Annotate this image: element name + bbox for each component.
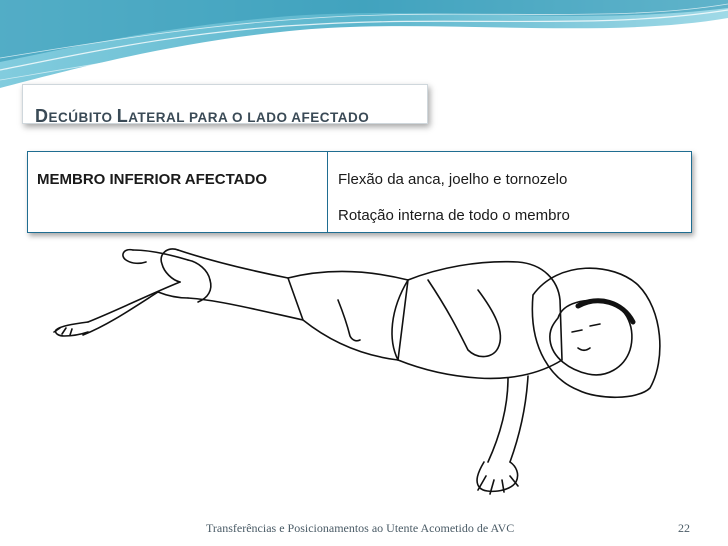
slide-title: DECÚBITO LATERAL PARA O LADO AFECTADO: [35, 106, 370, 126]
table-cell-limb: [28, 152, 328, 232]
limb-label: MEMBRO INFERIOR AFECTADO: [37, 171, 267, 188]
description-line-2: Rotação interna de todo o membro: [338, 207, 570, 224]
footer-text: Transferências e Posicionamentos ao Utente Acometido de AVC: [206, 521, 515, 535]
header-wave-banner: [0, 0, 728, 95]
description-line-1: Flexão da anca, joelho e tornozelo: [338, 171, 568, 188]
page-number: 22: [678, 521, 690, 535]
table-cell-description: [328, 152, 691, 232]
title-box: [22, 84, 428, 124]
info-table: [27, 151, 692, 233]
side-lying-position-illustration: [38, 240, 668, 520]
